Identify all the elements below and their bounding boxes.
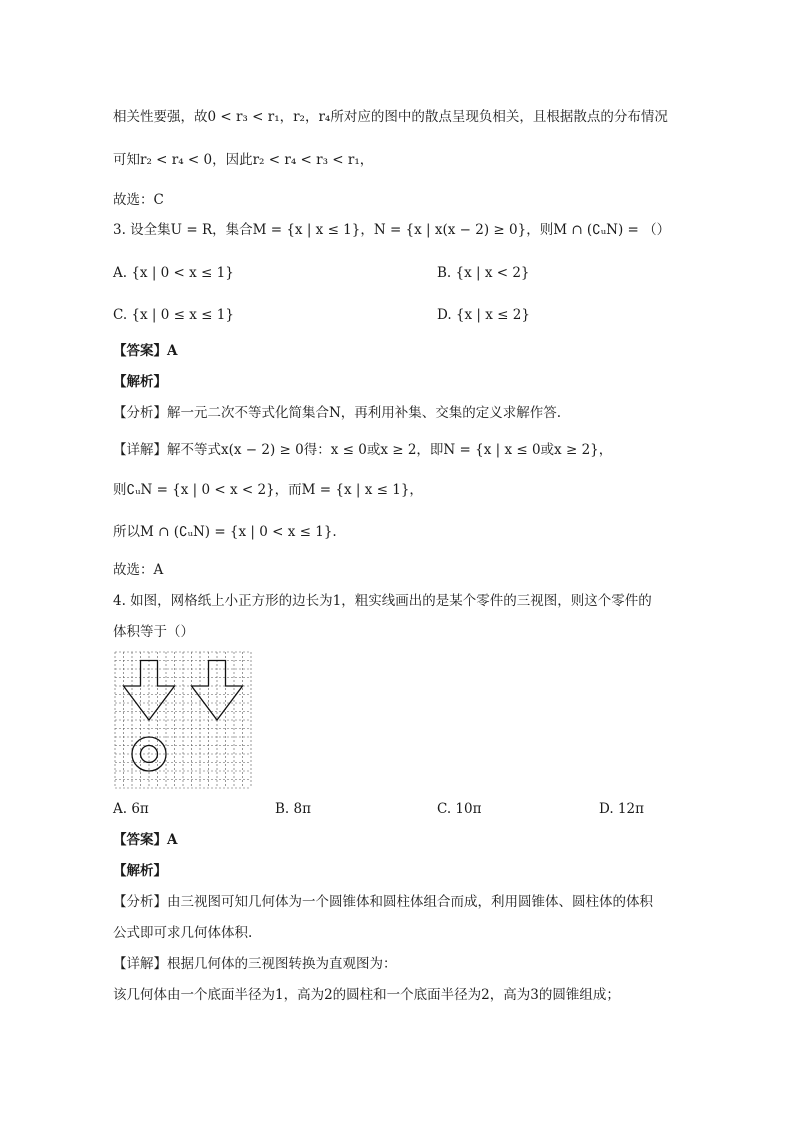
q3-detail-2: 则∁ᵤN = {x | 0 < x < 2}，而M = {x | x ≤ 1}，	[113, 482, 423, 498]
grid	[115, 652, 251, 788]
q3-option-a: A. {x | 0 < x ≤ 1}	[113, 265, 234, 281]
text-line: 故选：C	[113, 192, 164, 208]
text-line: 相关性要强，故0 < r₃ < r₁，r₂，r₄所对应的图中的散点呈现负相关，且根据散点的分布情况	[113, 109, 668, 125]
q4-fenxi-2: 公式即可求几何体体积.	[113, 925, 253, 941]
three-view-diagram	[115, 652, 251, 788]
question-3: 3. 设全集U = R，集合M = {x | x ≤ 1}，N = {x | x(x − 2) ≥ 0}，则M ∩ (∁ᵤN) = （）	[113, 222, 671, 238]
q4-option-d: D. 12π	[599, 801, 644, 817]
q3-detail-3: 所以M ∩ (∁ᵤN) = {x | 0 < x ≤ 1}.	[113, 524, 337, 540]
question-4-line-2: 体积等于（）	[113, 624, 194, 640]
q3-fenxi: 【分析】解一元二次不等式化简集合N，再利用补集、交集的定义求解作答.	[113, 405, 562, 421]
q3-detail-1: 【详解】解不等式x(x − 2) ≥ 0得：x ≤ 0或x ≥ 2，即N = {x | x ≤ 0或x ≥ 2}，	[113, 442, 613, 458]
q3-choose: 故选：A	[113, 562, 164, 578]
q4-option-a: A. 6π	[113, 801, 149, 817]
q3-option-d: D. {x | x ≤ 2}	[437, 307, 530, 323]
q4-detail-1: 【详解】根据几何体的三视图转换为直观图为：	[113, 956, 397, 972]
q4-option-c: C. 10π	[437, 801, 482, 817]
q4-analysis-heading: 【解析】	[113, 863, 167, 879]
q4-answer: 【答案】A	[113, 832, 178, 848]
q3-option-b: B. {x | x < 2}	[437, 265, 530, 281]
q3-option-c: C. {x | 0 ≤ x ≤ 1}	[113, 307, 234, 323]
q3-answer: 【答案】A	[113, 343, 178, 359]
text-line: 可知r₂ < r₄ < 0，因此r₂ < r₄ < r₃ < r₁，	[113, 152, 374, 168]
q4-detail-2: 该几何体由一个底面半径为1，高为2的圆柱和一个底面半径为2，高为3的圆锥组成；	[113, 987, 620, 1003]
question-4-line-1: 4. 如图，网格纸上小正方形的边长为1，粗实线画出的是某个零件的三视图，则这个零件的	[113, 593, 652, 609]
q3-analysis-heading: 【解析】	[113, 374, 167, 390]
q4-fenxi-1: 【分析】由三视图可知几何体为一个圆锥体和圆柱体组合而成，利用圆锥体、圆柱体的体积	[113, 894, 653, 910]
q4-option-b: B. 8π	[275, 801, 311, 817]
